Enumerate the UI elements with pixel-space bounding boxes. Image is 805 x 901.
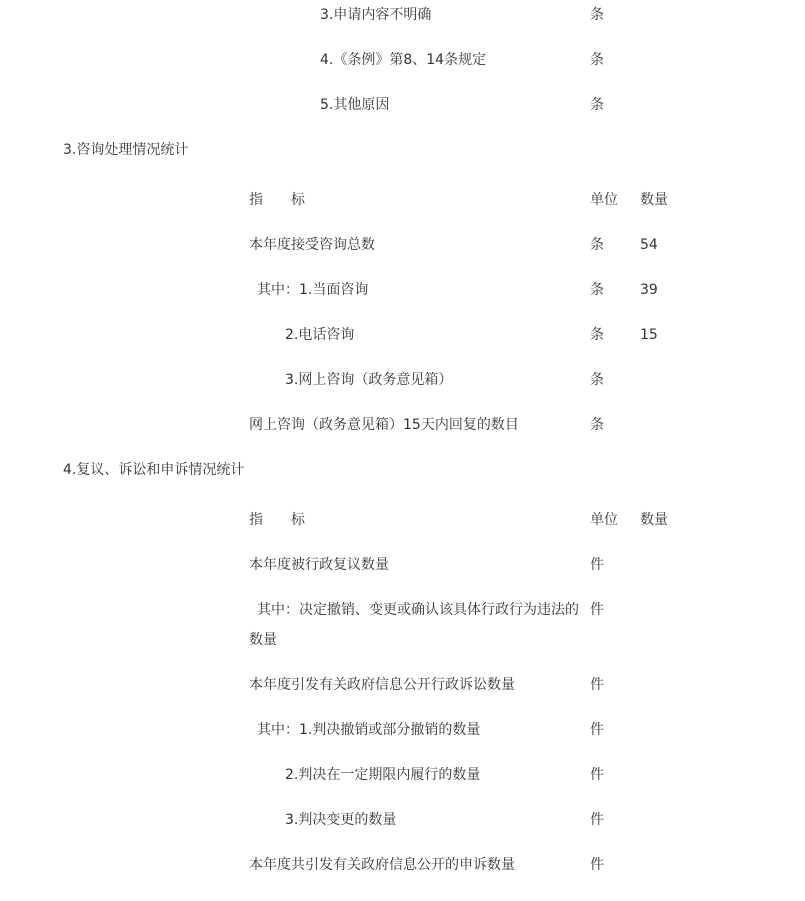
row-unit: 件: [590, 722, 604, 738]
row-unit: 件: [590, 602, 604, 618]
row-label: 3.申请内容不明确: [320, 7, 432, 23]
row-label: 5.其他原因: [320, 97, 390, 113]
row-unit: 条: [590, 52, 604, 68]
row-unit: 件: [590, 857, 604, 873]
row-unit: 件: [590, 812, 604, 828]
row-label: 3.判决变更的数量: [285, 812, 397, 828]
row-unit: 条: [590, 7, 604, 23]
row-label: 其中：1.当面咨询: [257, 282, 369, 298]
row-unit: 条: [590, 282, 604, 298]
row-label: 其中：1.判决撤销或部分撤销的数量: [257, 722, 481, 738]
row-unit: 件: [590, 557, 604, 573]
row-label: 本年度被行政复议数量: [249, 557, 389, 573]
row-label: 2.电话咨询: [285, 327, 355, 343]
row-label: 其中：决定撤销、变更或确认该具体行政行为违法的数量: [249, 602, 579, 648]
row-label: 网上咨询（政务意见箱）15天内回复的数目: [249, 417, 519, 433]
row-label: 本年度接受咨询总数: [249, 237, 375, 253]
header-unit: 单位: [590, 512, 618, 528]
row-unit: 条: [590, 372, 604, 388]
header-count: 数量: [640, 192, 668, 208]
row-unit: 件: [590, 677, 604, 693]
header-count: 数量: [640, 512, 668, 528]
header-indicator: 指 标: [249, 512, 305, 528]
row-label: 本年度共引发有关政府信息公开的申诉数量: [249, 857, 515, 873]
header-indicator: 指 标: [249, 192, 305, 208]
row-unit: 条: [590, 97, 604, 113]
row-unit: 件: [590, 767, 604, 783]
row-label: 2.判决在一定期限内履行的数量: [285, 767, 481, 783]
section-heading-consultation: 3.咨询处理情况统计: [63, 142, 189, 158]
row-unit: 条: [590, 237, 604, 253]
row-unit: 条: [590, 417, 604, 433]
row-count: 39: [640, 282, 658, 298]
row-label: 4.《条例》第8、14条规定: [320, 52, 487, 68]
row-label: 3.网上咨询（政务意见箱）: [285, 372, 453, 388]
row-label: 本年度引发有关政府信息公开行政诉讼数量: [249, 677, 515, 693]
header-unit: 单位: [590, 192, 618, 208]
row-unit: 条: [590, 327, 604, 343]
row-count: 54: [640, 237, 658, 253]
section-heading-review-litigation: 4.复议、诉讼和申诉情况统计: [63, 462, 245, 478]
row-count: 15: [640, 327, 658, 343]
